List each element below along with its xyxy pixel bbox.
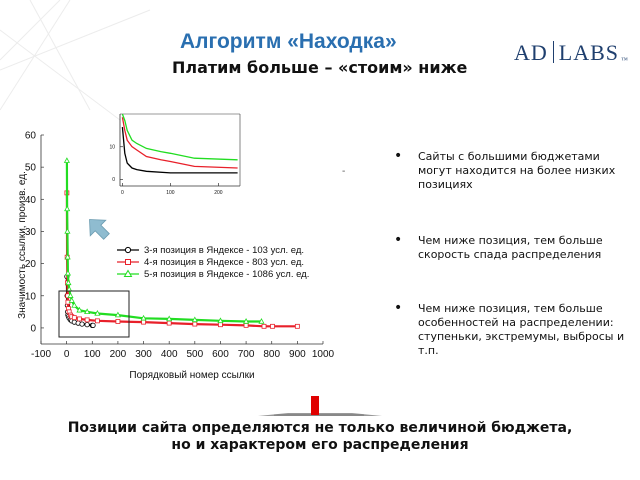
x-tick-label: 800 (263, 349, 281, 360)
bullet-item: • Чем ниже позиция, тем больше скорость спада распределения (392, 234, 632, 262)
main-chart-x-axis-label: Порядковый номер ссылки (129, 370, 255, 381)
page-subtitle: Платим больше – «стоим» ниже (172, 58, 468, 77)
conclusion-line-2: но и характером его распределения (171, 437, 469, 453)
logo-left: AD (514, 40, 548, 65)
x-tick-label: 100 (166, 190, 175, 196)
legend-series-4: 4-я позиция в Яндексе - 803 усл. ед. (144, 257, 305, 268)
stray-dot: - (342, 166, 346, 177)
x-tick-label: 200 (214, 190, 223, 196)
y-tick-label: 0 (30, 323, 36, 335)
y-tick-label: 60 (24, 130, 36, 142)
x-tick-label: 500 (186, 349, 204, 360)
x-tick-label: 300 (135, 349, 152, 360)
conclusion-line-1: Позиции сайта определяются не только величиной бюджета, (67, 420, 573, 436)
y-tick-label: 10 (109, 144, 115, 151)
logo-right: LABS (558, 40, 620, 65)
x-tick-label: -100 (30, 349, 52, 360)
x-tick-label: 400 (160, 349, 178, 360)
y-tick-label: 10 (24, 291, 36, 303)
main-chart-y-axis-label: Значимость ссылки, произв. ед. (17, 171, 28, 319)
page-title: Алгоритм «Находка» (180, 30, 397, 53)
y-tick-label: 20 (24, 259, 36, 271)
bullet-item: • Сайты с большими бюджетами могут находится на более низких позициях (392, 150, 632, 192)
y-tick-label: 40 (24, 194, 36, 206)
y-tick-label: 0 (112, 177, 115, 184)
logo-trademark: ™ (621, 56, 629, 64)
x-tick-label: 700 (237, 349, 255, 360)
conclusion-text (40, 420, 600, 454)
x-tick-label: 1000 (311, 349, 335, 360)
y-tick-label: 50 (24, 162, 36, 174)
x-tick-label: 100 (83, 349, 101, 360)
legend-series-5: 5-я позиция в Яндексе - 1086 усл. ед. (144, 269, 310, 280)
legend-series-3: 3-я позиция в Яндексе - 103 усл. ед. (144, 245, 305, 256)
x-tick-label: 600 (212, 349, 229, 360)
x-tick-label: 900 (289, 349, 306, 360)
x-tick-label: 0 (121, 190, 124, 196)
x-tick-label: 200 (109, 349, 127, 360)
y-tick-label: 30 (24, 226, 36, 238)
x-tick-label: 0 (63, 349, 70, 360)
bullet-item: • Чем ниже позиция, тем больше особенностей на распределении: ступеньки, экстремумы, выбросы и т.п. (392, 302, 632, 358)
